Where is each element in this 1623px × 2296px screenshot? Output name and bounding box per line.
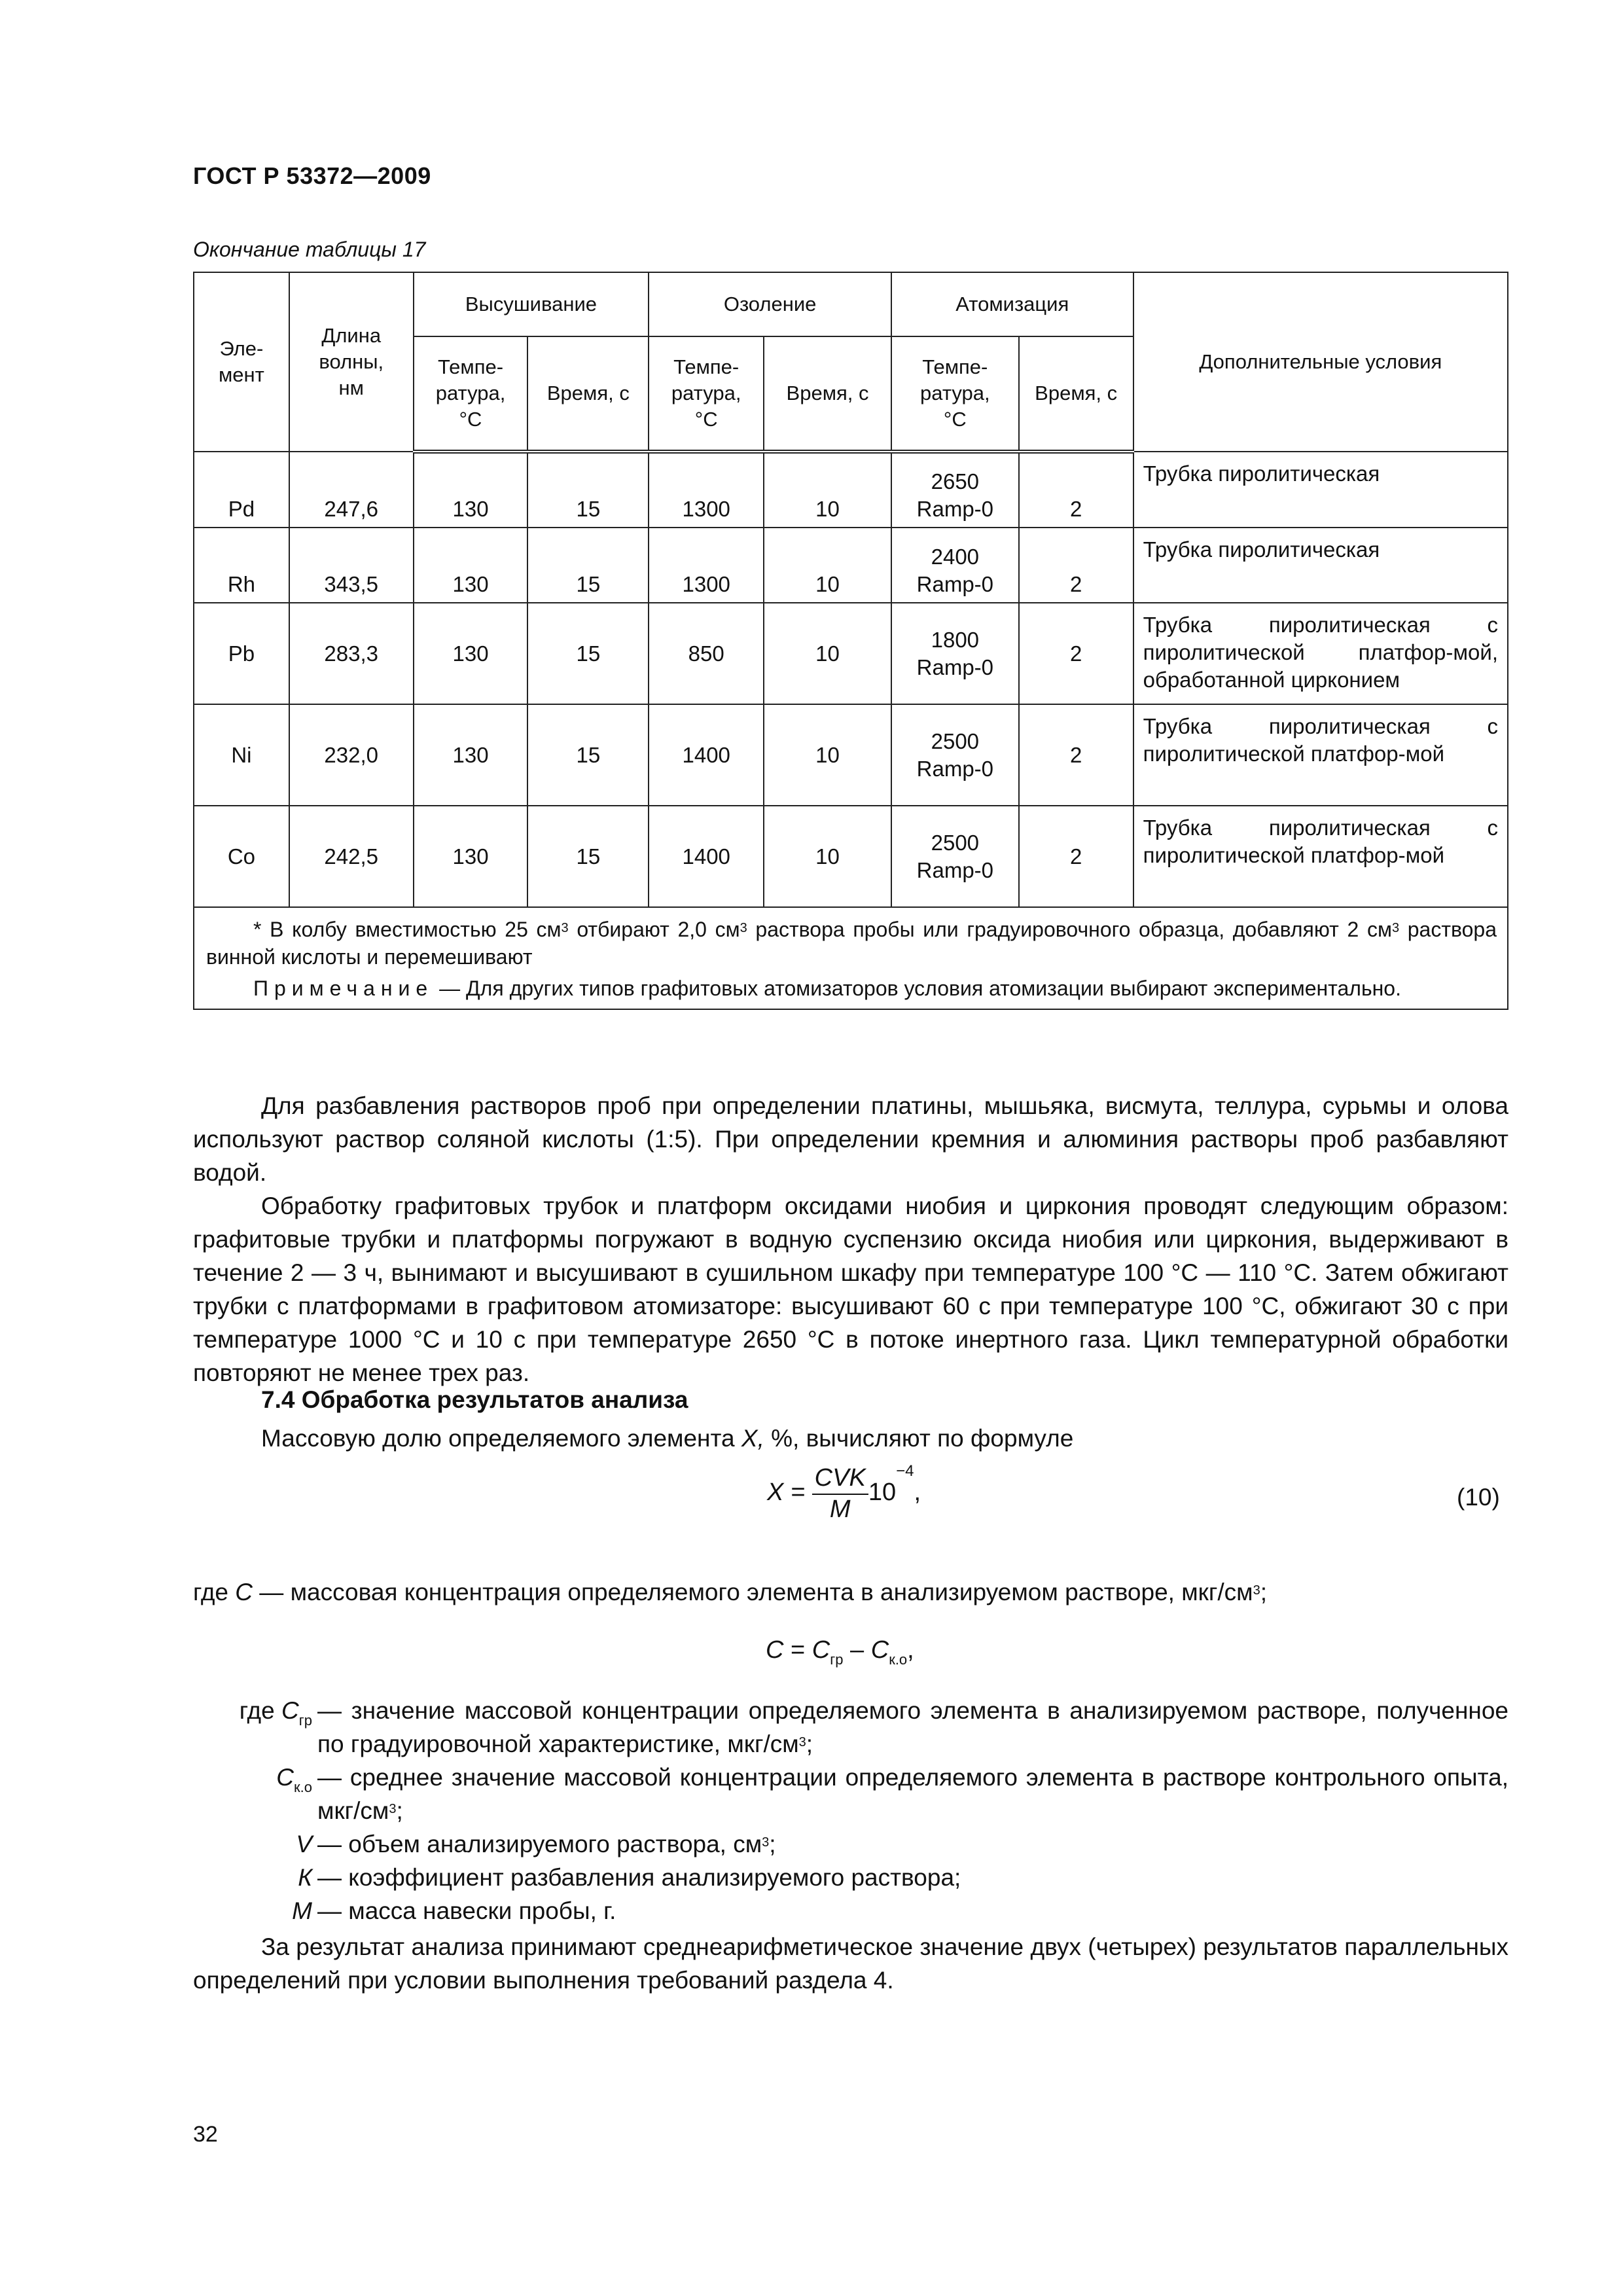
cell-ash-temp: 1300 — [649, 452, 764, 528]
cell-conditions: Трубка пиролитическая с пиролитической платфор-мой — [1133, 806, 1508, 907]
cell-element: Rh — [194, 528, 289, 603]
table-row — [194, 704, 1508, 806]
cell-atom-time: 2 — [1019, 452, 1133, 528]
table-notes-row — [194, 907, 1508, 1009]
cell-dry-temp: 130 — [414, 528, 528, 603]
paragraph-dilution: Для разбавления растворов проб при определении платины, мышьяка, висмута, теллура, сурьмы и олова используют раствор соляной кислоты (1:5). При определении кремния и алюминия растворы проб разбавляют водой. — [193, 1092, 1508, 1186]
closing-paragraph: За результат анализа принимают среднеарифметическое значение двух (четырех) результатов параллельных определений при условии выполнения требований раздела 4. — [193, 1933, 1508, 1994]
table-note: Примечание — Для других типов графитовых атомизаторов условия атомизации выбирают экспериментально. — [253, 977, 1401, 1000]
section-heading: 7.4 Обработка результатов анализа — [261, 1386, 688, 1413]
cell-element: Ni — [194, 704, 289, 806]
header-drying-temp: Темпе- ратура, °С — [414, 336, 528, 452]
table-row — [194, 603, 1508, 704]
header-ashing: Озоление — [649, 272, 891, 336]
header-atomization: Атомизация — [891, 272, 1133, 336]
cell-dry-time: 15 — [527, 806, 649, 907]
cell-dry-time: 15 — [527, 704, 649, 806]
cell-conditions: Трубка пиролитическая с пиролитической платфор-мой — [1133, 704, 1508, 806]
definition-c-gr: где $С_{гр}$ — значение массовой концентрации определяемого элемента в анализируемом растворе, полученное по градуировочной характеристике, мкг/$см^3$; — [239, 1697, 1508, 1757]
cell-wavelength: 242,5 — [289, 806, 414, 907]
cell-conditions: Трубка пиролитическая с пиролитической платфор-мой, обработанной цирконием — [1133, 603, 1508, 704]
header-atomization-time: Время, с — [1019, 336, 1133, 452]
cell-wavelength: 232,0 — [289, 704, 414, 806]
formula-fraction: $\frac{\text{CVK}}{M}$ — [812, 1463, 868, 1524]
header-drying: Высушивание — [414, 272, 649, 336]
formula-c: $С = С_{гр} - С_{к.о}$, — [766, 1636, 914, 1668]
cell-wavelength: 283,3 — [289, 603, 414, 704]
header-additional-conditions: Дополнительные условия — [1133, 272, 1508, 452]
cell-atom-time: 2 — [1019, 603, 1133, 704]
table-row — [194, 528, 1508, 603]
cell-dry-temp: 130 — [414, 704, 528, 806]
cell-conditions: Трубка пиролитическая — [1133, 528, 1508, 603]
cell-wavelength: 247,6 — [289, 452, 414, 528]
note-label: Примечание — [253, 977, 434, 1000]
header-element: Эле- мент — [194, 272, 289, 452]
cell-dry-temp: 130 — [414, 806, 528, 907]
definition-k: К — коэффициент разбавления анализируемого раствора; — [298, 1864, 961, 1891]
cell-ash-time: 10 — [764, 806, 891, 907]
definition-c: где С — массовая концентрация определяемого элемента в анализируемом растворе, мкг/$см^3$; — [193, 1579, 1267, 1605]
cell-ash-time: 10 — [764, 452, 891, 528]
cell-conditions: Трубка пиролитическая — [1133, 452, 1508, 528]
header-atomization-temp: Темпе- ратура, °С — [891, 336, 1019, 452]
table-footnote: * В колбу вместимостью 25 $см^3$ отбирают 2,0 $см^3$ раствора пробы или градуировочного образца, добавляют 2 $см^3$ раствора винной кислоты и перемешивают — [206, 918, 1497, 969]
cell-ash-temp: 1400 — [649, 704, 764, 806]
definition-m: М — масса навески пробы, г. — [292, 1897, 616, 1924]
definition-v: V — объем анализируемого раствора, $см^3$; — [296, 1831, 776, 1857]
paragraph-treatment: Обработку графитовых трубок и платформ оксидами ниобия и циркония проводят следующим образом: графитовые трубки и платформы погружают в водную суспензию оксида ниобия или циркония, выдерживают в течение 2 — 3 ч, вынимают и высушивают в сушильном шкафу при температуре 100 °С — 110 °С. Затем обжигают трубки с платформами в графитовом атомизаторе: высушивают 60 с при температуре 100 °С, обжигают 30 с при температуре 1000 °С и 10 с при температуре 2650 °С в потоке инертного газа. Цикл температурной обработки повторяют не менее трех раз. — [193, 1193, 1508, 1386]
table-row — [194, 806, 1508, 907]
cell-wavelength: 343,5 — [289, 528, 414, 603]
cell-ash-time: 10 — [764, 528, 891, 603]
cell-ash-time: 10 — [764, 603, 891, 704]
cell-ash-temp: 1400 — [649, 806, 764, 907]
header-wavelength: Длина волны, нм — [289, 272, 414, 452]
cell-dry-time: 15 — [527, 528, 649, 603]
cell-atom-time: 2 — [1019, 704, 1133, 806]
cell-element: Pb — [194, 603, 289, 704]
cell-ash-temp: 1300 — [649, 528, 764, 603]
cell-dry-temp: 130 — [414, 452, 528, 528]
cell-ash-temp: 850 — [649, 603, 764, 704]
document-header: ГОСТ Р 53372—2009 — [193, 162, 431, 189]
cell-atom-time: 2 — [1019, 528, 1133, 603]
formula-intro: Массовую долю определяемого элемента X, %, вычисляют по формуле — [261, 1425, 1074, 1452]
cell-atom-temp: 2500 Ramp-0 — [891, 704, 1019, 806]
formula-10: X = $\frac{\text{CVK}}{M}$ $10^{-4}$, — [767, 1462, 921, 1523]
table-notes — [194, 907, 1508, 1009]
cell-atom-time: 2 — [1019, 806, 1133, 907]
cell-atom-temp: 1800 Ramp-0 — [891, 603, 1019, 704]
page-number: 32 — [193, 2122, 218, 2147]
cell-element: Co — [194, 806, 289, 907]
cell-atom-temp: 2650 Ramp-0 — [891, 452, 1019, 528]
cell-atom-temp: 2500 Ramp-0 — [891, 806, 1019, 907]
cell-dry-temp: 130 — [414, 603, 528, 704]
header-drying-time: Время, с — [527, 336, 649, 452]
table-row — [194, 452, 1508, 528]
cell-element: Pd — [194, 452, 289, 528]
formula-number: (10) — [1457, 1484, 1500, 1511]
cell-dry-time: 15 — [527, 603, 649, 704]
header-ashing-temp: Темпе- ратура, °С — [649, 336, 764, 452]
cell-dry-time: 15 — [527, 452, 649, 528]
body-paragraphs — [193, 1089, 1508, 1390]
cell-atom-temp: 2400 Ramp-0 — [891, 528, 1019, 603]
cell-ash-time: 10 — [764, 704, 891, 806]
atomization-conditions-table — [193, 272, 1508, 1010]
table-caption: Окончание таблицы 17 — [193, 238, 426, 261]
header-ashing-time: Время, с — [764, 336, 891, 452]
definition-c-ko: $С_{к.о}$ — среднее значение массовой концентрации определяемого элемента в растворе контрольного опыта, мкг/$см^3$; — [276, 1764, 1508, 1824]
